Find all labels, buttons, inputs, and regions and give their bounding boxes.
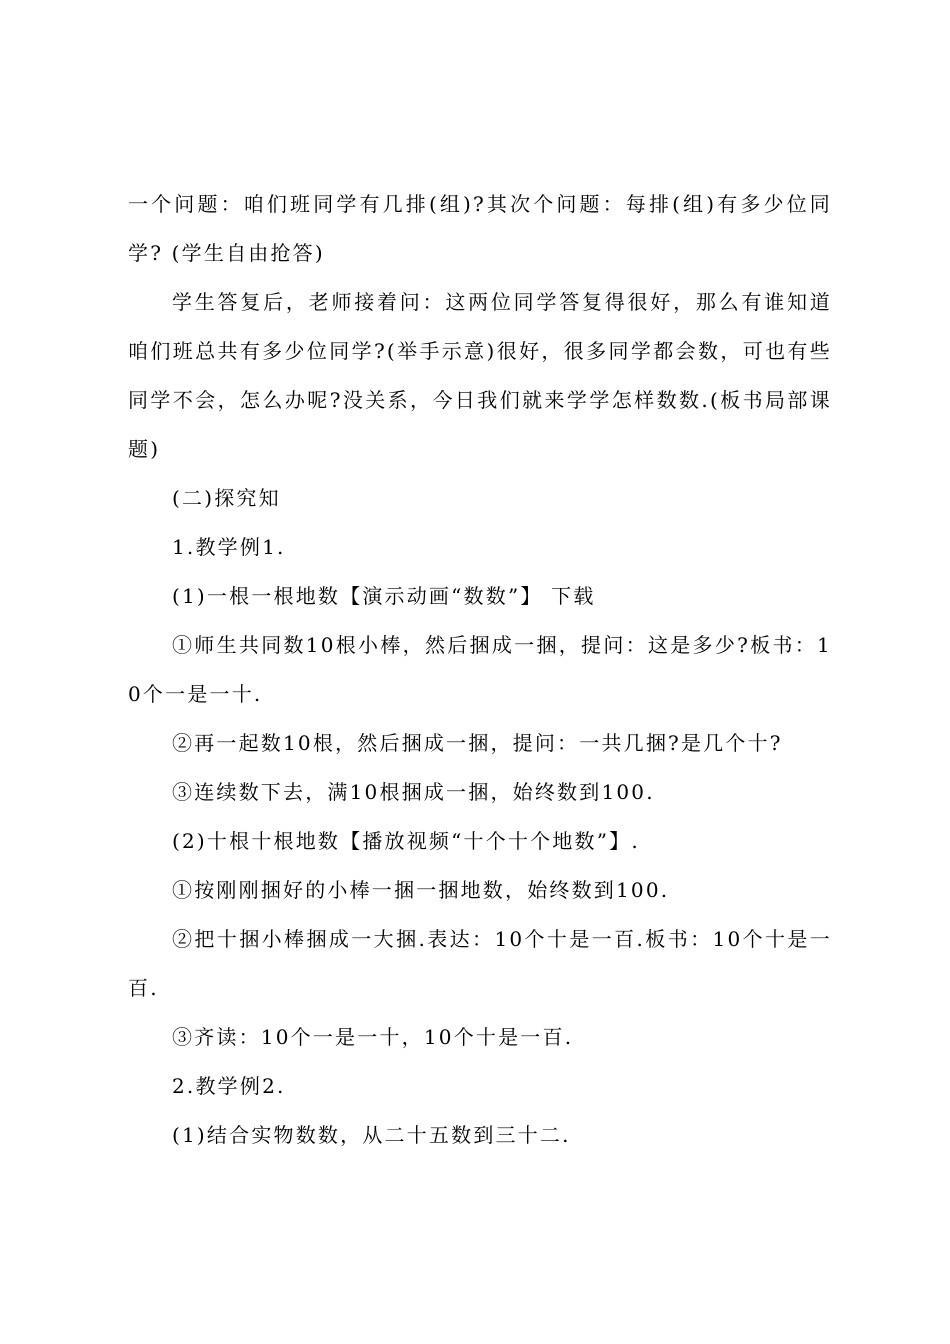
step-2-by-tens: (2)十根十根地数【播放视频“十个十个地数”】. (172, 829, 640, 853)
step-1-item-2: ②再一起数10根，然后捆成一捆，提问：一共几捆?是几个十? (172, 731, 783, 755)
section-heading-explore: (二)探究知 (172, 486, 281, 510)
step-2-item-3: ③齐读：10个一是一十，10个十是一百. (172, 1025, 574, 1049)
example-1-heading: 1.教学例1. (172, 535, 286, 559)
step-1-one-by-one: (1)一根一根地数【演示动画“数数”】 下载 (172, 584, 596, 608)
step-1-item-3: ③连续数下去，满10根捆成一捆，始终数到100. (172, 780, 655, 804)
example-2-heading: 2.教学例2. (172, 1074, 286, 1098)
step-2-item-1: ①按刚刚捆好的小棒一捆一捆地数，始终数到100. (172, 878, 670, 902)
example-2-step-1: (1)结合实物数数，从二十五数到三十二. (172, 1123, 571, 1147)
paragraph-2: 学生答复后，老师接着问：这两位同学答复得很好，那么有谁知道咱们班总共有多少位同学?(举手示意)很好，很多同学都会数，可也有些同学不会，怎么办呢?没关系，今日我们就来学学怎样数数.(板书局部课题) (128, 290, 832, 461)
step-1-item-1: ①师生共同数10根小棒，然后捆成一捆，提问：这是多少?板书：10个一是一十. (128, 633, 832, 706)
step-2-item-2: ②把十捆小棒捆成一大捆.表达：10个十是一百.板书：10个十是一百. (128, 927, 832, 1000)
paragraph-1: 一个问题：咱们班同学有几排(组)?其次个问题：每排(组)有多少位同学? (学生自由抢答) (128, 192, 832, 265)
document-body (128, 180, 832, 1160)
